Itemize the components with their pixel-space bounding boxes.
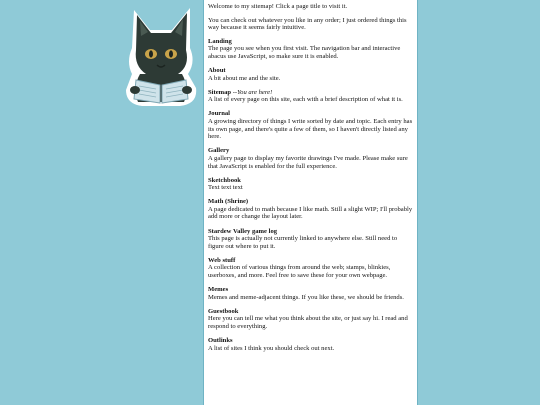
page-link-web-stuff[interactable]: Web stuff [208,256,236,264]
entry-description: A gallery page to display my favorite drawings I've made. Please make sure that JavaScript is enabled for the full experience. [208,154,408,170]
page-link-about[interactable]: About [208,67,226,75]
entry-gallery [208,147,413,170]
intro-order-note: You can check out whatever you like in any order; I just ordered things this way because it seems fairly intuitive. [208,16,407,32]
entry-description: The page you see when you first visit. The navigation bar and interactive abacus use JavaScript, so make sure it is enabled. [208,45,401,60]
entry-outlinks [208,337,413,352]
entry-description: A collection of various things from around the web; stamps, blinkies, userboxes, and more. Feel free to save these for your own webpage. [208,264,391,280]
entry-description: This page is actually not currently linked to anywhere else. Still need to figure out where to put it. [208,235,398,250]
intro-welcome: Welcome to my sitemap! Click a page title to visit it. [208,3,348,10]
page-link-memes[interactable]: Memes [208,286,229,294]
page-link-stardew-log[interactable]: Stardew Valley game log [208,227,278,235]
entry-landing [208,38,413,61]
entry-description: A list of sites I think you should check out next. [208,344,335,352]
entry-journal [208,110,413,140]
page-link-landing[interactable]: Landing [208,37,232,45]
you-are-here-note: --You are here! [231,88,273,96]
page-link-journal[interactable]: Journal [208,110,230,118]
entry-description: Text text text [208,184,243,192]
cat-reading-book-icon [120,4,202,110]
page-link-guestbook[interactable]: Guestbook [208,307,239,315]
entry-memes [208,286,413,301]
entry-guestbook [208,308,413,331]
entry-description: Memes and meme-adjacent things. If you like these, we should be friends. [208,293,404,301]
page-link-sketchbook[interactable]: Sketchbook [208,176,241,184]
entry-description: Here you can tell me what you think about the site, or just say hi. I read and respond to everything. [208,315,408,330]
entry-math-shrine [208,198,413,221]
entry-about [208,67,413,82]
entry-description: A page dedicated to math because I like math. Still a slight WIP; I'll probably add more or change the layout later. [208,205,413,221]
page-link-gallery[interactable]: Gallery [208,147,230,155]
sitemap-panel [203,0,418,405]
entry-sitemap [208,89,413,104]
entry-description: A bit about me and the site. [208,74,281,82]
page-link-math-shrine[interactable]: Math (Shrine) [208,198,249,206]
entry-sketchbook [208,177,413,192]
entry-description: A growing directory of things I write sorted by date and topic. Each entry has its own page, and there's quite a few of them, so I haven't directly listed any here. [208,118,413,141]
entry-description: A list of every page on this site, each with a brief description of what it is. [208,96,403,104]
page-link-outlinks[interactable]: Outlinks [208,337,233,345]
entry-stardew-log [208,228,413,251]
page-link-sitemap[interactable]: Sitemap [208,88,232,96]
entry-web-stuff [208,257,413,280]
